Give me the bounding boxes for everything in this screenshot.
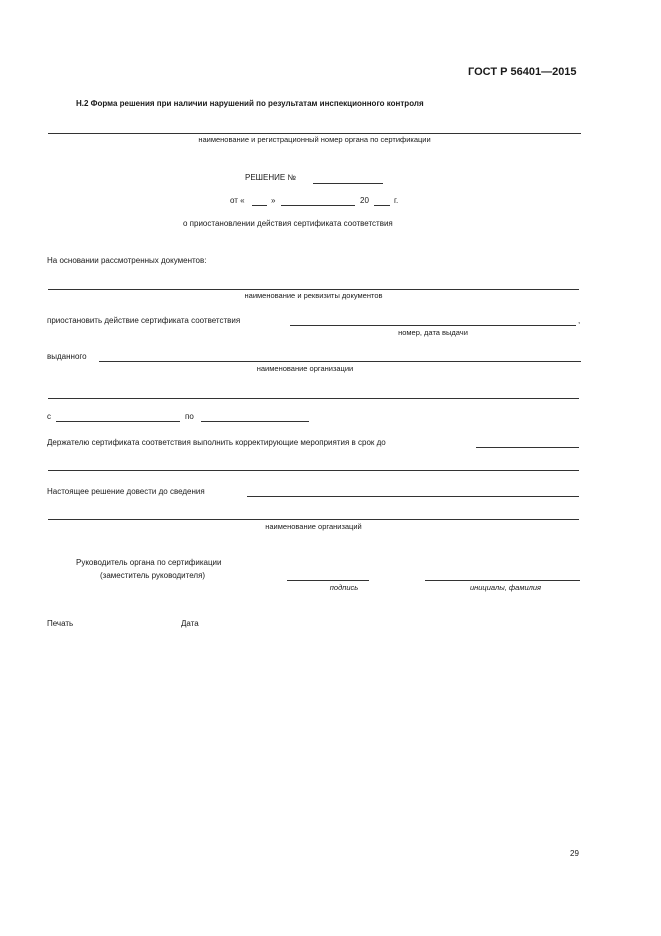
notify-text: Настоящее решение довести до сведения xyxy=(47,487,205,496)
decision-subject: о приостановлении действия сертификата соответствия xyxy=(183,219,393,228)
page-number: 29 xyxy=(570,849,579,858)
to-date-line xyxy=(201,421,309,422)
decision-title-text: РЕШЕНИЕ № xyxy=(245,173,297,182)
name-caption: инициалы, фамилия xyxy=(469,583,542,592)
documents-fill-line xyxy=(48,289,579,290)
decision-date-mid: » xyxy=(271,196,276,205)
decision-number-line xyxy=(313,183,383,184)
decision-title xyxy=(245,173,296,182)
from-date-line xyxy=(56,421,180,422)
basis-text: На основании рассмотренных документов: xyxy=(47,256,207,265)
certificate-fill-line xyxy=(290,325,576,326)
suspend-text: приостановить действие сертификата соответствия xyxy=(47,316,241,325)
organizations-caption: наименование организаций xyxy=(265,522,362,531)
authority-fill-line xyxy=(48,133,581,134)
issue-caption: номер, дата выдачи xyxy=(398,328,468,337)
notify-fill-line xyxy=(247,496,579,497)
date-year-line xyxy=(374,205,390,206)
name-line xyxy=(425,580,580,581)
from-text: с xyxy=(47,412,51,421)
stamp-label: Печать xyxy=(47,619,74,628)
to-text: по xyxy=(185,412,194,421)
issued-text: выданного xyxy=(47,352,87,361)
signature-line xyxy=(287,580,369,581)
standard-number: ГОСТ Р 56401—2015 xyxy=(468,66,577,78)
date-month-line xyxy=(281,205,355,206)
holder-text: Держателю сертификата соответствия выполнить корректирующие мероприятия в срок до xyxy=(47,438,386,447)
decision-date-year: 20 xyxy=(360,196,369,205)
deadline-line xyxy=(476,447,579,448)
extra-fill-line-2 xyxy=(48,470,579,471)
date-day-line xyxy=(252,205,267,206)
authority-caption: наименование и регистрационный номер органа по сертификации xyxy=(198,135,431,144)
section-title: Н.2 Форма решения при наличии нарушений по результатам инспекционного контроля xyxy=(76,99,424,108)
organization-fill-line xyxy=(99,361,581,362)
date-label: Дата xyxy=(181,619,199,628)
decision-date-suffix: г. xyxy=(394,196,399,205)
head-title-line1: Руководитель органа по сертификации xyxy=(76,558,222,567)
organization-caption: наименование организации xyxy=(256,364,354,373)
signature-caption: подпись xyxy=(329,583,359,592)
decision-date-prefix: от « xyxy=(230,196,245,205)
extra-fill-line-1 xyxy=(48,398,579,399)
comma: , xyxy=(578,316,581,325)
head-title-line2: (заместитель руководителя) xyxy=(100,571,206,580)
organizations-fill-line xyxy=(48,519,579,520)
documents-caption: наименование и реквизиты документов xyxy=(244,291,383,300)
